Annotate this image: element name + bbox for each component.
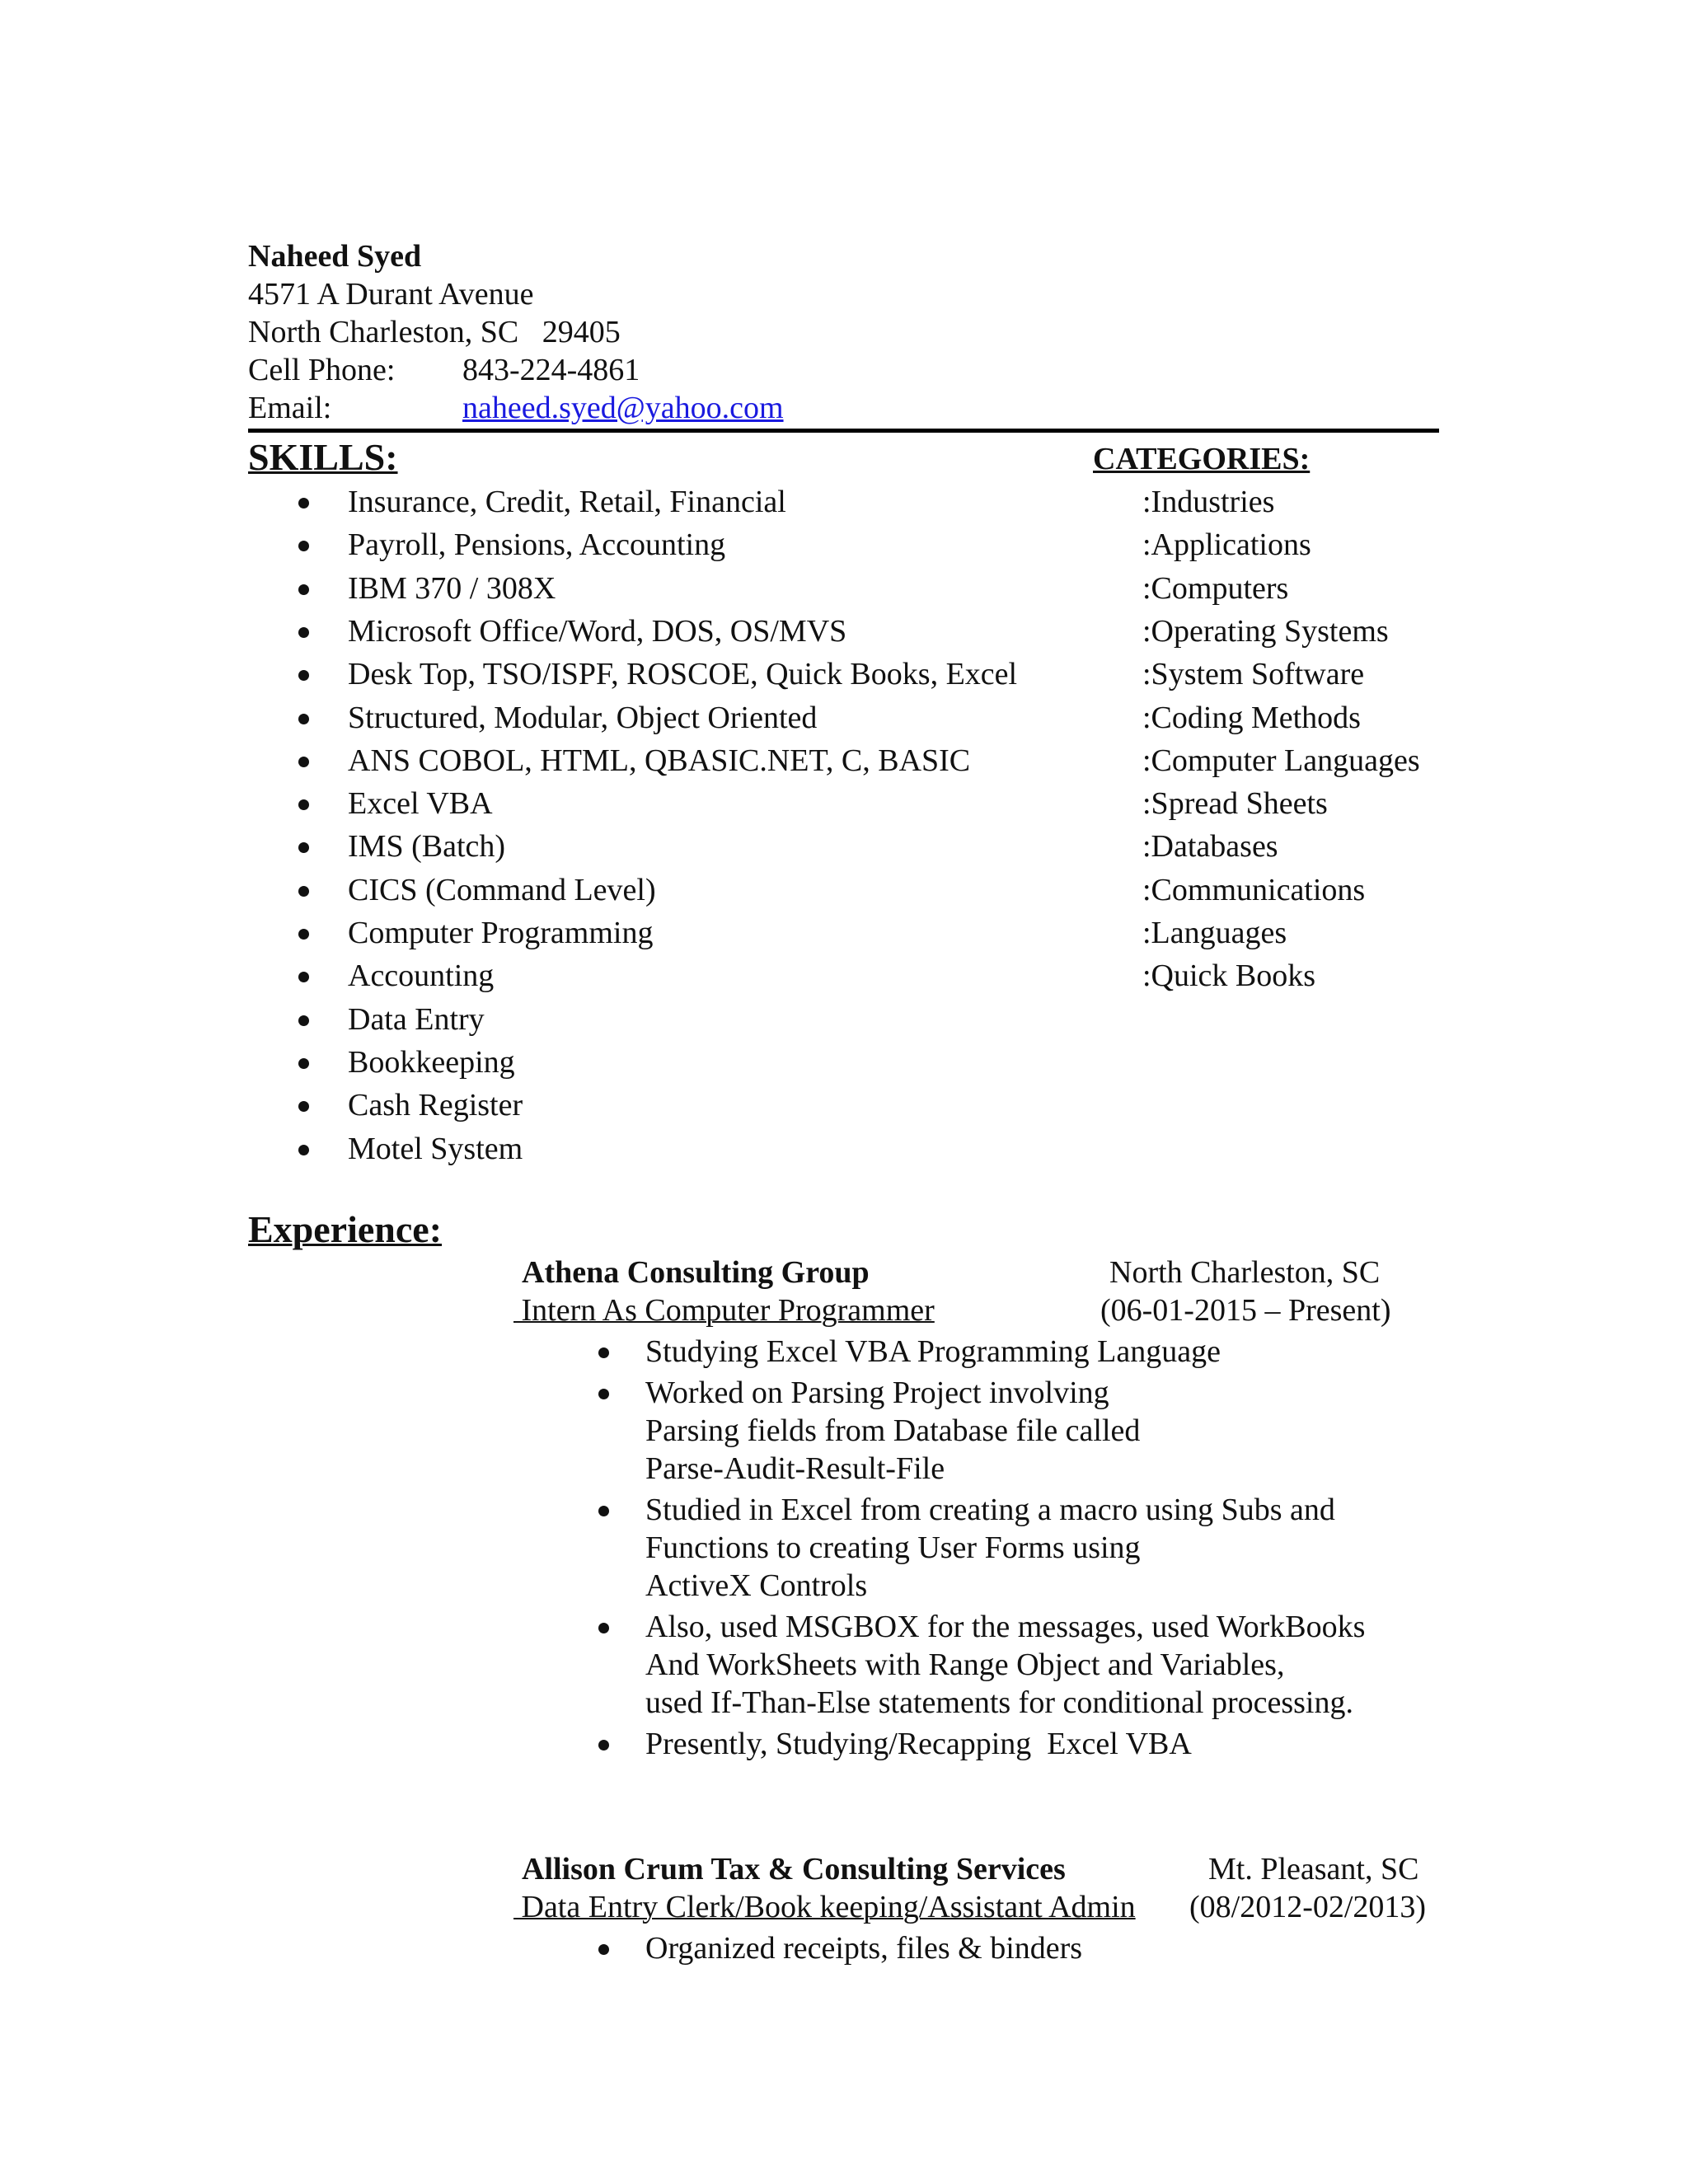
bullet-icon <box>298 714 309 724</box>
bullet-icon <box>298 972 309 982</box>
job-bullet-line: ActiveX Controls <box>645 1568 868 1603</box>
bullet-icon <box>298 1015 309 1026</box>
skill-item: Desk Top, TSO/ISPF, ROSCOE, Quick Books, Excel <box>348 657 1018 691</box>
bullet-icon <box>598 1347 609 1358</box>
job-bullet-line: Studied in Excel from creating a macro using Subs and <box>645 1493 1335 1527</box>
job-location: Mt. Pleasant, SC <box>1208 1852 1419 1886</box>
bullet-icon <box>598 1740 609 1750</box>
skill-category: :Databases <box>1142 829 1278 864</box>
bullet-icon <box>298 929 309 940</box>
email-link[interactable]: naheed.syed@yahoo.com <box>462 391 784 425</box>
skill-item: Accounting <box>348 958 495 993</box>
skill-item: Microsoft Office/Word, DOS, OS/MVS <box>348 614 847 649</box>
applicant-name: Naheed Syed <box>248 239 422 274</box>
job-role: Intern As Computer Programmer <box>513 1293 935 1328</box>
categories-heading: CATEGORIES: <box>1093 442 1311 476</box>
job-bullet-line: Parse-Audit-Result-File <box>645 1451 945 1486</box>
bullet-icon <box>598 1506 609 1516</box>
skill-item: CICS (Command Level) <box>348 873 656 907</box>
skill-item: Bookkeeping <box>348 1045 515 1080</box>
bullet-icon <box>298 842 309 853</box>
job-bullet-line: Presently, Studying/Recapping Excel VBA <box>645 1727 1192 1761</box>
job-location: North Charleston, SC <box>1109 1255 1381 1290</box>
skill-item: Insurance, Credit, Retail, Financial <box>348 485 786 519</box>
bullet-icon <box>298 670 309 681</box>
skill-category: :Applications <box>1142 527 1311 562</box>
skill-item: IMS (Batch) <box>348 829 506 864</box>
skill-item: Computer Programming <box>348 916 654 950</box>
skill-category: :Operating Systems <box>1142 614 1389 649</box>
job-bullet-line: And WorkSheets with Range Object and Variables, <box>645 1647 1285 1682</box>
bullet-icon <box>298 757 309 767</box>
bullet-icon <box>598 1389 609 1399</box>
job-bullet-line: Studying Excel VBA Programming Language <box>645 1334 1221 1369</box>
bullet-icon <box>298 584 309 595</box>
skill-item: IBM 370 / 308X <box>348 571 556 606</box>
skill-item: Motel System <box>348 1132 523 1166</box>
skill-item: Excel VBA <box>348 786 493 821</box>
skill-item: Structured, Modular, Object Oriented <box>348 701 818 735</box>
skill-item: Data Entry <box>348 1002 485 1037</box>
job-bullet-line: Also, used MSGBOX for the messages, used WorkBooks <box>645 1610 1366 1644</box>
job-bullet-line: used If-Than-Else statements for conditional processing. <box>645 1685 1353 1720</box>
bullet-icon <box>598 1623 609 1633</box>
skill-category: :Coding Methods <box>1142 701 1361 735</box>
skill-category: :System Software <box>1142 657 1365 691</box>
bullet-icon <box>298 627 309 638</box>
job-bullet-line: Worked on Parsing Project involving <box>645 1376 1109 1410</box>
bullet-icon <box>298 1058 309 1069</box>
job-dates: (06-01-2015 – Present) <box>1100 1293 1391 1328</box>
job-company: Allison Crum Tax & Consulting Services <box>522 1852 1066 1886</box>
skill-category: :Computers <box>1142 571 1289 606</box>
skill-category: :Spread Sheets <box>1142 786 1328 821</box>
job-role: Data Entry Clerk/Book keeping/Assistant Admin <box>513 1890 1136 1924</box>
job-dates: (08/2012-02/2013) <box>1189 1890 1427 1924</box>
skill-item: ANS COBOL, HTML, QBASIC.NET, C, BASIC <box>348 743 971 778</box>
email-label: Email: <box>248 391 332 425</box>
skill-category: :Communications <box>1142 873 1366 907</box>
job-company: Athena Consulting Group <box>522 1255 870 1290</box>
phone-label: Cell Phone: <box>248 353 396 387</box>
address-line-2: North Charleston, SC 29405 <box>248 315 621 349</box>
skill-category: :Quick Books <box>1142 958 1316 993</box>
bullet-icon <box>298 541 309 551</box>
bullet-icon <box>298 886 309 897</box>
skill-category: :Industries <box>1142 485 1275 519</box>
skills-heading: SKILLS: <box>248 436 398 478</box>
bullet-icon <box>598 1944 609 1955</box>
skill-category: :Languages <box>1142 916 1287 950</box>
phone-value: 843-224-4861 <box>462 353 640 387</box>
skill-item: Cash Register <box>348 1088 523 1122</box>
skill-item: Payroll, Pensions, Accounting <box>348 527 726 562</box>
job-bullet-line: Functions to creating User Forms using <box>645 1530 1141 1565</box>
job-bullet-line: Organized receipts, files & binders <box>645 1931 1083 1966</box>
bullet-icon <box>298 1101 309 1112</box>
header-divider <box>248 429 1439 433</box>
experience-heading: Experience: <box>248 1208 443 1250</box>
address-line-1: 4571 A Durant Avenue <box>248 277 534 312</box>
job-bullet-line: Parsing fields from Database file called <box>645 1413 1141 1448</box>
skill-category: :Computer Languages <box>1142 743 1420 778</box>
bullet-icon <box>298 799 309 810</box>
bullet-icon <box>298 1145 309 1155</box>
bullet-icon <box>298 498 309 509</box>
